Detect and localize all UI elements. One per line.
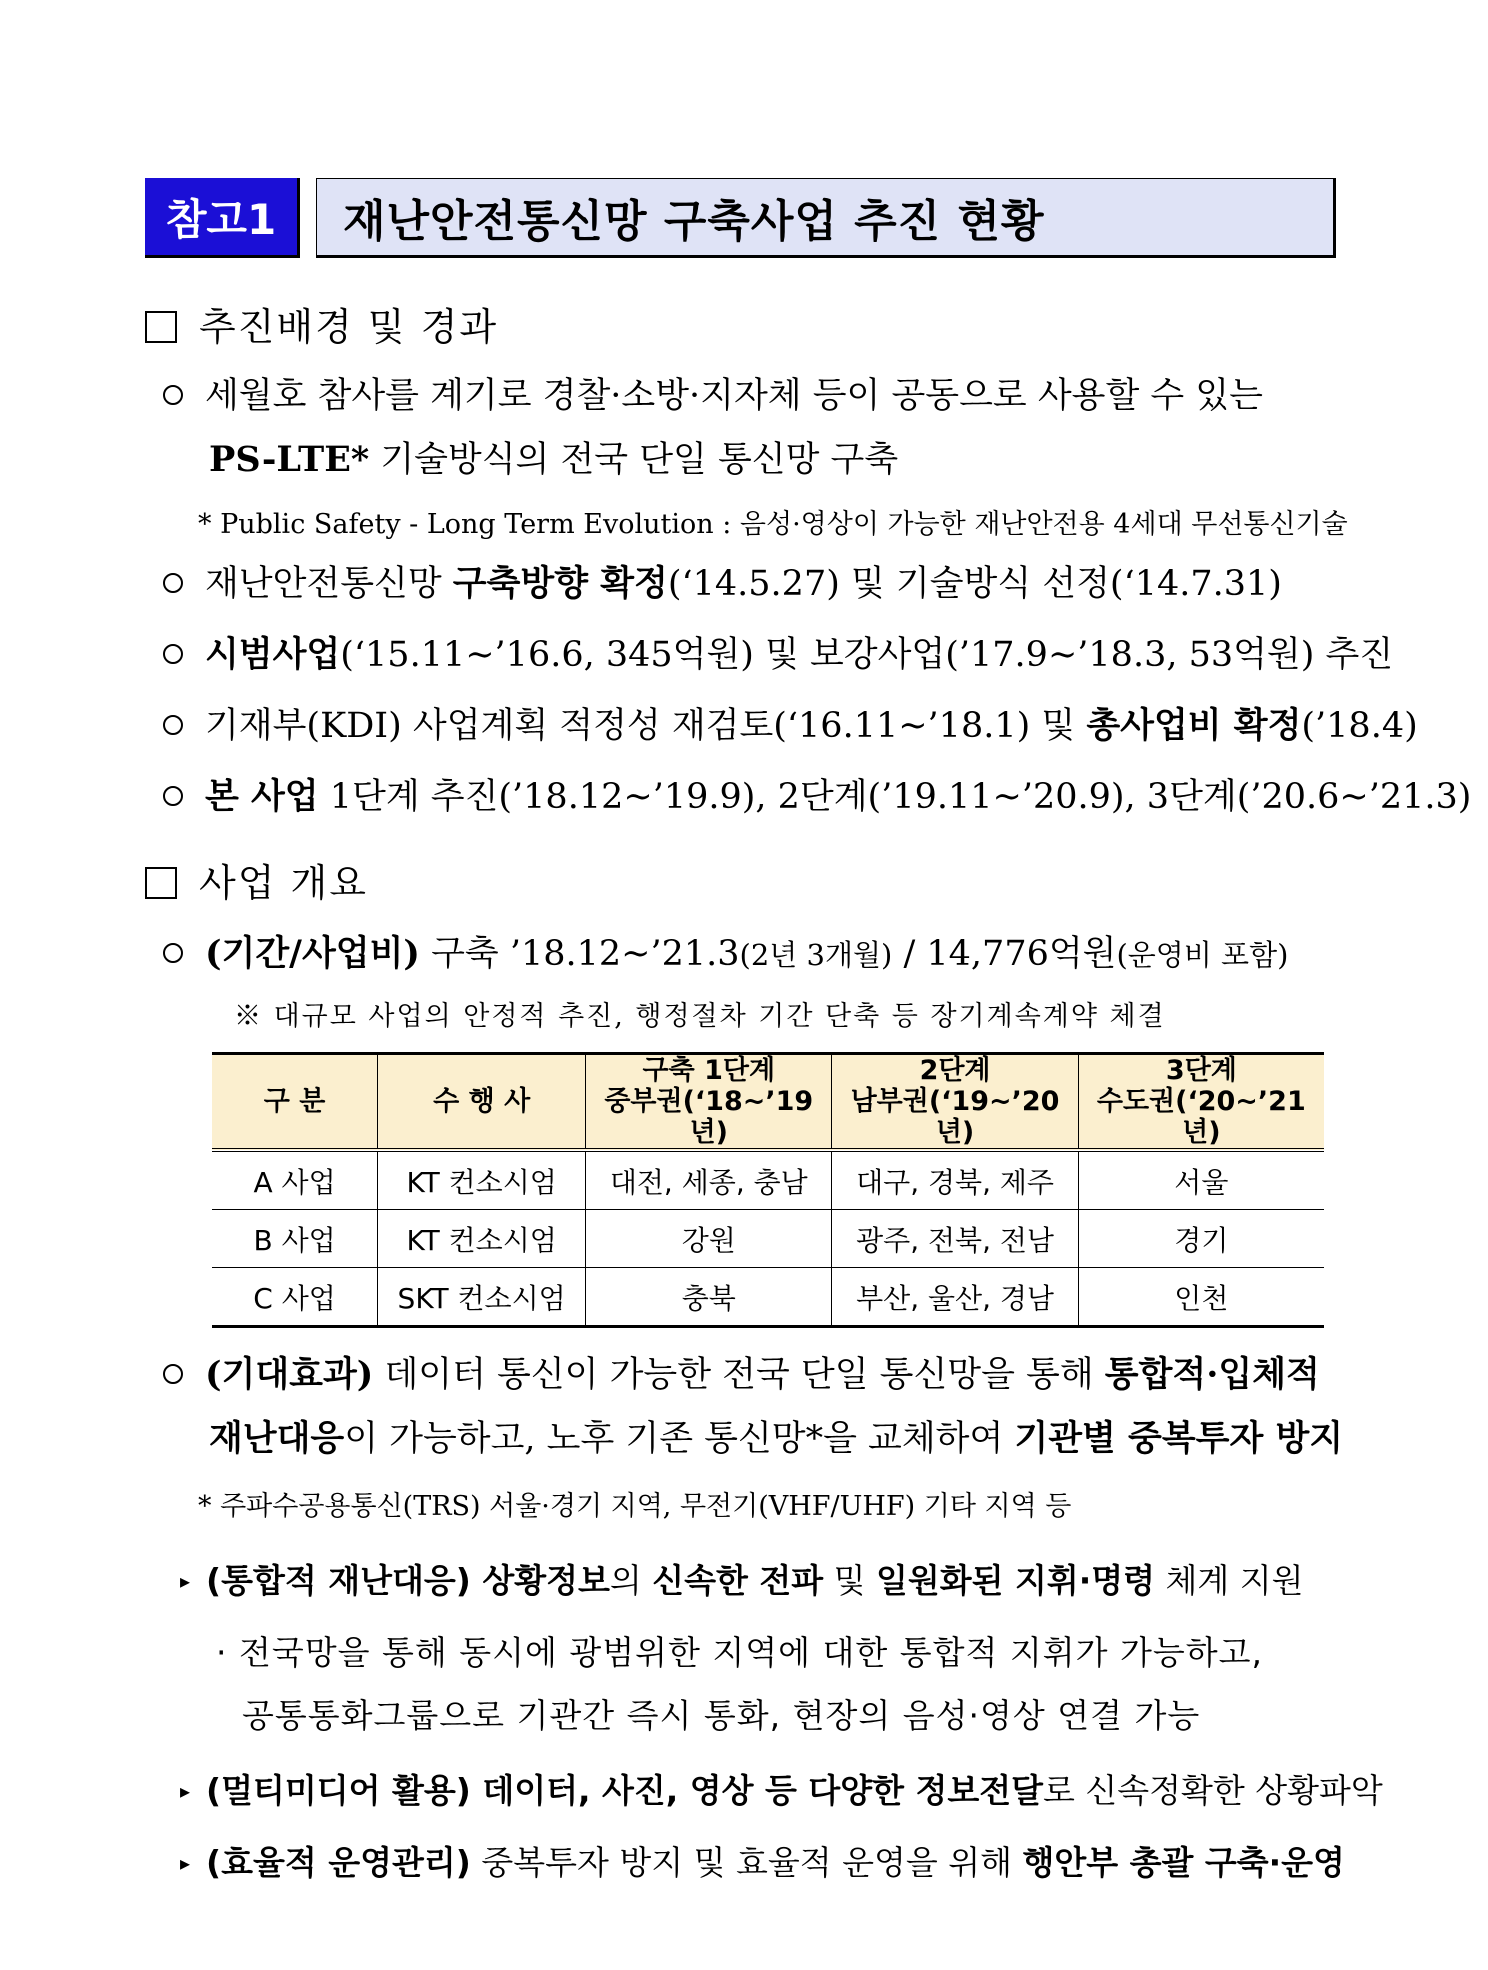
item-direction <box>163 556 1282 606</box>
item-bold-text: 총사업비 확정 <box>1086 705 1302 746</box>
table-header-cell: 수 행 사 <box>378 1054 586 1151</box>
table-cell: 부산, 울산, 경남 <box>832 1268 1078 1327</box>
item-text: 기술방식의 전국 단일 통신망 구축 <box>369 440 899 480</box>
table-cell: A 사업 <box>212 1150 378 1210</box>
sub-item-efficient <box>180 1837 1345 1884</box>
circle-bullet-icon <box>163 573 183 593</box>
section-heading-text: 추진배경 및 경과 <box>199 305 499 349</box>
circle-bullet-icon <box>163 786 183 806</box>
item-bold-text: (멀티미디어 활용) 데이터, 사진, 영상 등 다양한 정보전달 <box>206 1771 1044 1810</box>
circle-bullet-icon <box>163 1364 183 1384</box>
table-header-cell: 3단계 수도권(‘20~’21년) <box>1078 1054 1324 1151</box>
item-background-line2 <box>209 432 898 482</box>
table-header-cell: 구 분 <box>212 1054 378 1151</box>
triangle-bullet-icon: ▸ <box>180 1569 191 1593</box>
table-header-cell: 2단계 남부권(‘19~’20년) <box>832 1054 1078 1151</box>
table-cell: 대구, 경북, 제주 <box>832 1150 1078 1210</box>
checkbox-square-icon <box>145 311 177 343</box>
item-bold-text: 시범사업 <box>205 634 341 675</box>
item-bold-text: 재난대응 <box>209 1418 345 1459</box>
item-text: (‘15.11∼’16.6, 345억원) 및 보강사업(’17.9∼’18.3, 53억원) 추진 <box>340 635 1394 675</box>
item-effect-line1 <box>163 1347 1320 1397</box>
table-cell: C 사업 <box>212 1268 378 1327</box>
item-bold-text: 통합적·입체적 <box>1104 1354 1320 1395</box>
item-bold-text: PS-LTE* <box>209 439 370 480</box>
item-bold-text: (기대효과) <box>205 1354 374 1395</box>
item-text: 이 가능하고, 노후 기존 통신망*을 교체하여 <box>344 1419 1015 1459</box>
item-text: 로 신속정확한 상황파악 <box>1043 1771 1383 1810</box>
item-text: (’18.4) <box>1301 706 1418 746</box>
item-bold-text: 신속한 전파 <box>652 1561 824 1600</box>
table-cell: B 사업 <box>212 1210 378 1268</box>
item-text: 구축 ’18.12~’21.3 <box>419 934 740 974</box>
table-cell: KT 컨소시엄 <box>378 1210 586 1268</box>
item-text: 세월호 참사를 계기로 경찰·소방·지자체 등이 공동으로 사용할 수 있는 <box>205 376 1263 416</box>
item-bold-text: 일원화된 지휘·명령 <box>875 1561 1156 1600</box>
page-title: 재난안전통신망 구축사업 추진 현황 <box>316 178 1336 258</box>
table-cell: SKT 컨소시엄 <box>378 1268 586 1327</box>
footnote-legacy: * 주파수공용통신(TRS) 서울·경기 지역, 무전기(VHF/UHF) 기타 지역 등 <box>198 1491 1072 1522</box>
checkbox-square-icon <box>145 867 177 899</box>
project-table <box>212 1052 1324 1328</box>
item-text: / 14,776억원 <box>892 934 1117 974</box>
table-row <box>212 1268 1324 1327</box>
section-heading-background <box>145 296 498 351</box>
sub-item-multimedia <box>180 1765 1383 1812</box>
table-row <box>212 1210 1324 1268</box>
item-text: (2년 3개월) <box>739 938 893 972</box>
reference-tag: 참고1 <box>145 178 300 258</box>
item-text: (‘14.5.27) 및 기술방식 선정(‘14.7.31) <box>667 564 1282 604</box>
table-row <box>212 1150 1324 1210</box>
item-text: 재난안전통신망 <box>205 564 453 604</box>
item-bold-text: (기간/사업비) <box>205 933 420 974</box>
table-cell: 경기 <box>1078 1210 1324 1268</box>
table-cell: 서울 <box>1078 1150 1324 1210</box>
triangle-bullet-icon: ▸ <box>180 1779 191 1803</box>
table-cell: 강원 <box>586 1210 832 1268</box>
item-pilot <box>163 627 1393 677</box>
table-header-cell: 구축 1단계 중부권(‘18~’19년) <box>586 1054 832 1151</box>
item-bold-text: (통합적 재난대응) 상황정보 <box>206 1561 610 1600</box>
item-text: 및 <box>823 1561 876 1600</box>
triangle-bullet-icon: ▸ <box>180 1851 191 1875</box>
circle-bullet-icon <box>163 715 183 735</box>
item-text: 중복투자 방지 및 효율적 운영을 위해 <box>470 1843 1023 1882</box>
footnote-ps-lte: * Public Safety - Long Term Evolution : 음성·영상이 가능한 재난안전용 4세대 무선통신기술 <box>198 509 1348 540</box>
item-bold-text: 본 사업 <box>205 776 319 817</box>
sub-item-integrated <box>180 1555 1304 1602</box>
section-heading-text: 사업 개요 <box>199 861 368 905</box>
contract-note: ※ 대규모 사업의 안정적 추진, 행정절차 기간 단축 등 장기계속계약 체결 <box>234 1001 1166 1032</box>
table-header-row <box>212 1054 1324 1151</box>
item-text: 체계 지원 <box>1155 1561 1304 1600</box>
table-cell: 대전, 세종, 충남 <box>586 1150 832 1210</box>
item-text: 데이터 통신이 가능한 전국 단일 통신망을 통해 <box>373 1355 1105 1395</box>
item-bold-text: (효율적 운영관리) <box>206 1843 471 1882</box>
item-background-line1 <box>163 368 1263 418</box>
circle-bullet-icon <box>163 943 183 963</box>
item-kdi <box>163 698 1418 748</box>
table-cell: 광주, 전북, 전남 <box>832 1210 1078 1268</box>
item-text: 의 <box>609 1561 653 1600</box>
sub-detail-line1: · 전국망을 통해 동시에 광범위한 지역에 대한 통합적 지휘가 가능하고, <box>216 1633 1263 1672</box>
sub-detail-line2: 공통통화그룹으로 기관간 즉시 통화, 현장의 음성·영상 연결 가능 <box>242 1696 1201 1735</box>
item-text: (운영비 포함) <box>1116 938 1289 972</box>
item-bold-text: 기관별 중복투자 방지 <box>1014 1418 1344 1459</box>
item-text: 기재부(KDI) 사업계획 적정성 재검토(‘16.11~’18.1) 및 <box>205 706 1087 746</box>
circle-bullet-icon <box>163 644 183 664</box>
item-bold-text: 행안부 총괄 구축·운영 <box>1022 1843 1345 1882</box>
item-effect-line2 <box>209 1411 1343 1461</box>
section-heading-overview <box>145 852 368 907</box>
item-period-budget <box>163 926 1288 976</box>
table-cell: KT 컨소시엄 <box>378 1150 586 1210</box>
item-main-project <box>163 769 1471 819</box>
table-cell: 충북 <box>586 1268 832 1327</box>
item-text: 1단계 추진(’18.12~’19.9), 2단계(’19.11~’20.9), 3단계(’20.6~’21.3) <box>318 777 1472 817</box>
item-bold-text: 구축방향 확정 <box>452 563 668 604</box>
circle-bullet-icon <box>163 385 183 405</box>
table-cell: 인천 <box>1078 1268 1324 1327</box>
